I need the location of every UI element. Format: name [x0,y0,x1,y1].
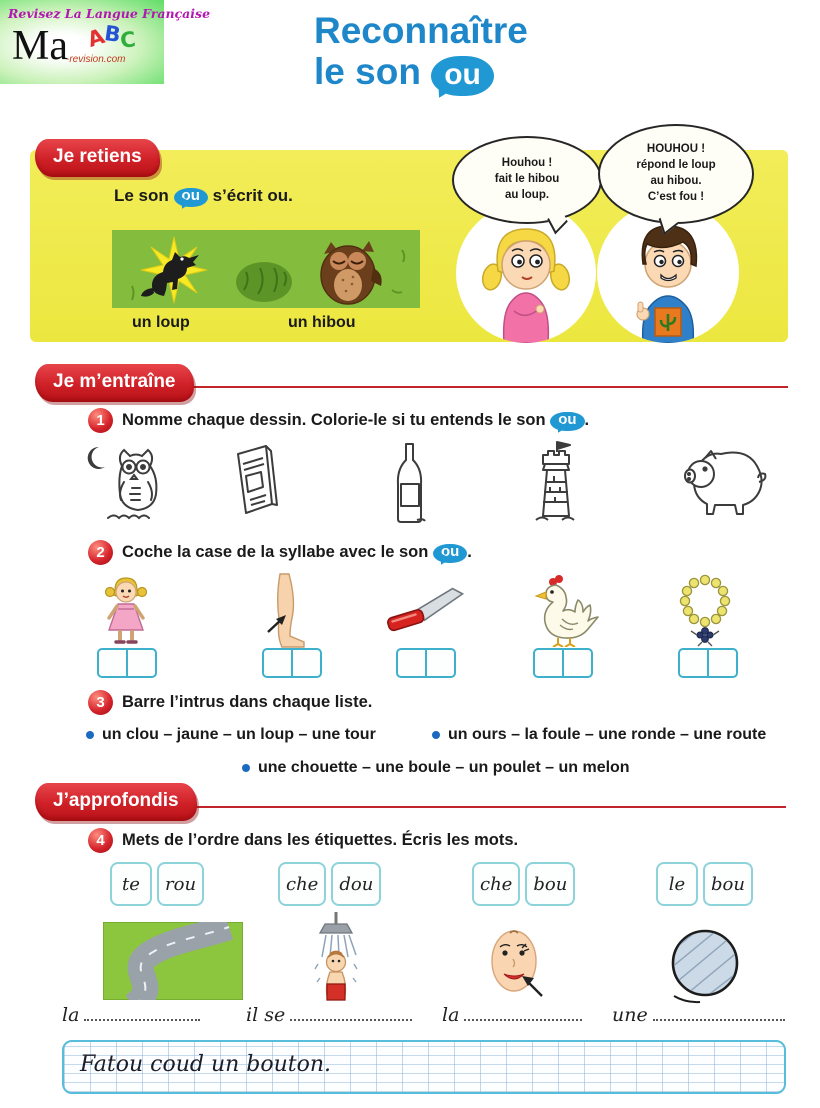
syllable-checkbox-cell[interactable] [425,650,454,676]
syllable-checkbox-cell[interactable] [562,650,591,676]
site-logo [0,0,211,84]
logo-brand: Ma [12,23,68,69]
syllable-checkbox-cell[interactable] [126,650,155,676]
pig-picture[interactable] [679,448,767,523]
writing-area[interactable] [62,1040,786,1094]
syllable-checkbox-cell[interactable] [99,650,126,676]
logo-domain: -revision.com [66,54,126,65]
answer-row-1: la [62,1004,200,1026]
abc-letters-icon: ABC [84,21,138,53]
bullet-icon [86,731,94,739]
exercise3-instruction: 3 Barre l’intrus dans chaque liste. [88,690,372,715]
tile-group [278,862,381,906]
speech-bubble-girl: Houhou ! fait le hibou au loup. [452,136,602,224]
tile-group [656,862,753,906]
syllable-checkbox-cell[interactable] [264,650,291,676]
syllable-checkbox-cell[interactable] [680,650,707,676]
rule-text: Le son ou s’écrit ou. [114,186,293,205]
answer-row-2: il se [246,1004,412,1026]
tile-group [472,862,575,906]
writing-model-sentence: Fatou coud un bouton. [80,1052,332,1077]
newspaper-picture[interactable] [224,442,286,527]
syllable-checkbox [262,648,322,678]
syllable-checkbox-cell[interactable] [707,650,736,676]
answer-blank[interactable] [464,1005,582,1021]
exercise2-instruction: 2 Coche la case de la syllabe avec le son ou . [88,540,472,565]
letter-tile[interactable]: dou [331,862,381,906]
ou-sound-bubble: ou [431,56,494,96]
logo-tagline: Revisez La Langue Française [8,6,211,21]
answer-blank[interactable] [290,1005,412,1021]
necklace-picture [676,574,734,653]
ou-sound-bubble: ou [550,412,584,431]
tower-picture[interactable] [532,438,578,531]
word-list: un clou – jaune – un loup – une tour [86,726,376,744]
bottle-picture[interactable] [393,440,427,529]
syllable-checkbox [97,648,157,678]
road-picture [103,922,243,1005]
hen-picture [528,573,600,652]
answer-row-4: une [612,1004,785,1026]
letter-tile[interactable]: bou [525,862,575,906]
ou-sound-bubble: ou [174,188,208,207]
wolf-owl-illustration [112,230,420,308]
owl-picture[interactable] [78,438,174,531]
letter-tile[interactable]: che [278,862,326,906]
bullet-icon [432,731,440,739]
syllable-checkbox-cell[interactable] [398,650,425,676]
girl-avatar [456,203,596,343]
answer-row-3: la [442,1004,582,1026]
word-list: une chouette – une boule – un poulet – un melon [242,759,630,777]
je-retiens-badge: Je retiens [35,139,160,177]
face-mouth-picture [488,928,548,1009]
bush-icon [236,262,292,302]
answer-blank[interactable] [84,1005,200,1021]
shower-picture [300,912,370,1013]
caption-un-hibou: un hibou [288,314,356,331]
syllable-checkbox-cell[interactable] [535,650,562,676]
tile-group [110,862,204,906]
letter-tile[interactable]: le [656,862,698,906]
letter-tile[interactable]: te [110,862,152,906]
title-line1: Reconnaître [314,10,528,51]
caption-un-loup: un loup [132,314,190,331]
ball-picture [668,928,744,1009]
title-line2: le son ou [314,51,528,96]
exercise1-number: 1 [88,408,113,433]
doll-picture [98,574,154,651]
syllable-checkbox [533,648,593,678]
wolf-owl-scene [112,230,420,308]
exercise2-number: 2 [88,540,113,565]
word-list: un ours – la foule – une ronde – une route [432,726,766,744]
leg-knee-picture [262,572,308,655]
letter-tile[interactable]: bou [703,862,753,906]
bullet-icon [242,764,250,772]
exercise4-instruction: 4 Mets de l’ordre dans les étiquettes. Écris les mots. [88,828,518,853]
knife-picture [382,585,472,642]
japprofondis-badge: J’approfondis [35,783,197,821]
letter-tile[interactable]: che [472,862,520,906]
answer-blank[interactable] [653,1005,785,1021]
ou-sound-bubble: ou [433,544,467,563]
exercise4-number: 4 [88,828,113,853]
page-title [314,10,528,96]
je-mentraine-badge: Je m’entraîne [35,364,194,402]
girl-illustration [456,203,596,343]
exercise3-number: 3 [88,690,113,715]
syllable-checkbox [678,648,738,678]
exercise1-instruction: 1 Nomme chaque dessin. Colorie-le si tu entends le son ou . [88,408,589,433]
syllable-checkbox [396,648,456,678]
speech-bubble-boy: HOUHOU ! répond le loup au hibou. C’est fou ! [598,124,754,224]
letter-tile[interactable]: rou [157,862,204,906]
syllable-checkbox-cell[interactable] [291,650,320,676]
